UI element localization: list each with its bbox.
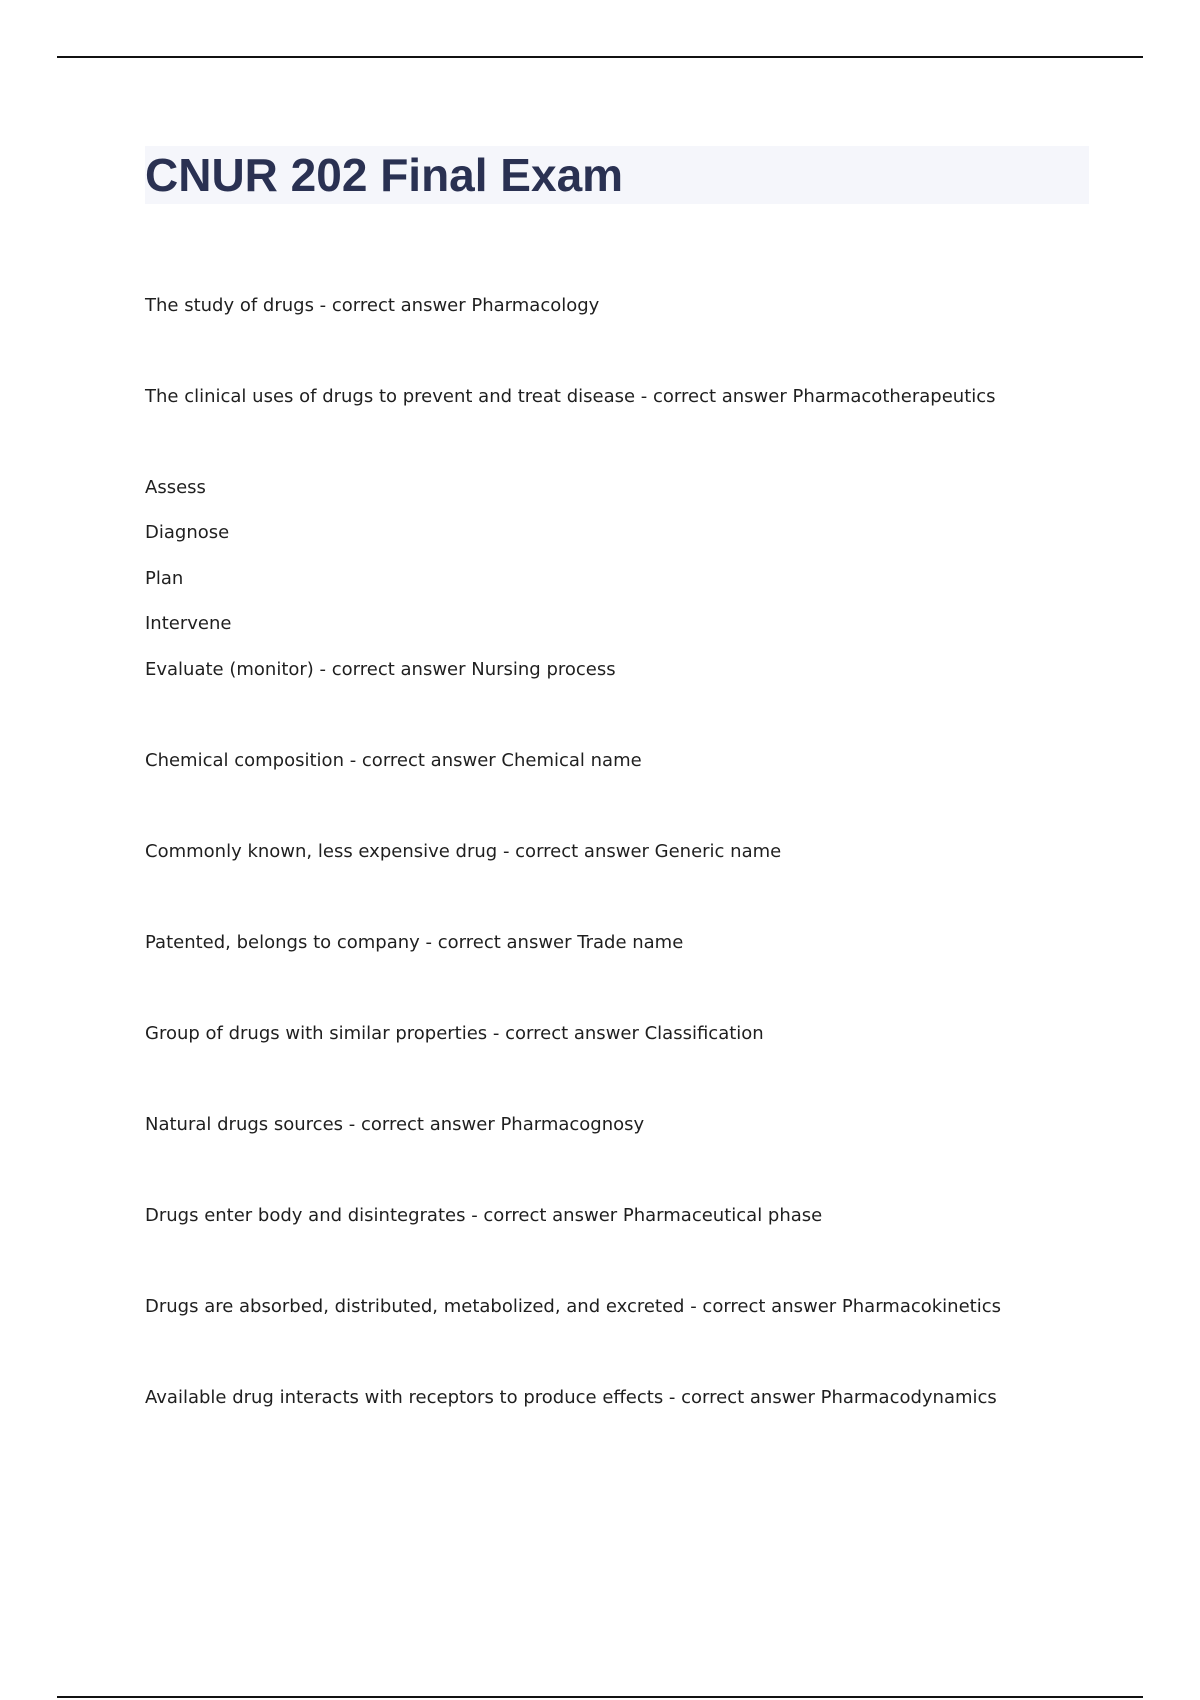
qa-entry-classification: Group of drugs with similar properties - correct answer Classification — [145, 1023, 764, 1044]
title-banner — [145, 146, 1089, 204]
top-rule — [57, 56, 1143, 58]
qa-entry-pharmacognosy: Natural drugs sources - correct answer Pharmacognosy — [145, 1114, 645, 1135]
qa-entry-pharmacokinetics: Drugs are absorbed, distributed, metabolized, and excreted - correct answer Pharmacokinetics — [145, 1296, 1001, 1317]
bottom-rule — [57, 1696, 1143, 1698]
qa-entry-pharmacology: The study of drugs - correct answer Pharmacology — [145, 295, 600, 316]
qa-entry-pharmacotherapeutics: The clinical uses of drugs to prevent and treat disease - correct answer Pharmacotherapeutics — [145, 386, 996, 407]
nursing-step-diagnose: Diagnose — [145, 522, 230, 543]
qa-entry-chemical-name: Chemical composition - correct answer Chemical name — [145, 750, 642, 771]
document-title: CNUR 202 Final Exam — [145, 149, 624, 201]
nursing-step-assess: Assess — [145, 477, 206, 498]
nursing-step-evaluate: Evaluate (monitor) - correct answer Nursing process — [145, 659, 616, 680]
qa-entry-pharmaceutical-phase: Drugs enter body and disintegrates - correct answer Pharmaceutical phase — [145, 1205, 823, 1226]
qa-entry-generic-name: Commonly known, less expensive drug - correct answer Generic name — [145, 841, 782, 862]
qa-entry-trade-name: Patented, belongs to company - correct answer Trade name — [145, 932, 684, 953]
nursing-step-plan: Plan — [145, 568, 184, 589]
qa-entry-pharmacodynamics: Available drug interacts with receptors to produce effects - correct answer Pharmacodynamics — [145, 1387, 997, 1408]
nursing-step-intervene: Intervene — [145, 613, 232, 634]
